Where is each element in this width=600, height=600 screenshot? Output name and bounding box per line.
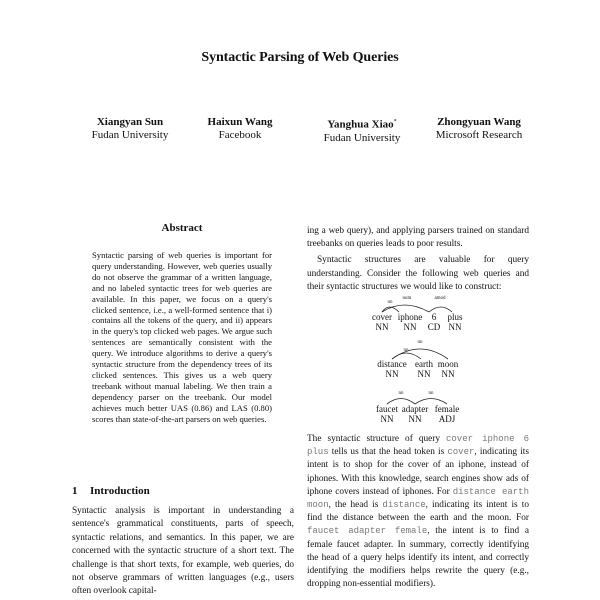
pos-tag: NN [385, 369, 399, 379]
token: earth [415, 359, 433, 369]
token: distance [377, 359, 407, 369]
pos-tag: CD [427, 322, 441, 332]
dependency-arc [382, 305, 429, 312]
query-cover-iphone: cover iphone 6 plus [307, 434, 529, 458]
pos-tag: NN [408, 414, 422, 424]
right-column-bottom [307, 433, 529, 591]
introduction-text: Syntactic analysis is important in understanding a sentence's grammatical constituents, parts of speech, syntactic relations, and semantics. In this paper, we are concerned with the syntactic structure of a short text. The challenge is that short texts, for example, web queries, do not observe grammars of written languages (e.g., users often overlook capital- [72, 506, 294, 597]
author-name: Xiangyan Sun [96, 116, 164, 128]
section-number: 1 [72, 485, 78, 497]
dependency-tree-3 [373, 385, 468, 423]
arc-label: num [402, 296, 412, 301]
pos-tag: NN [448, 322, 462, 332]
abstract-text: Syntactic parsing of web queries is important for query understanding. However, web queries usually do not observe the grammar of a written language, and no labeled syntactic trees for web queries are available. In this paper, we focus on a query's clicked sentence, i.e., a well-formed sentence that i) contains all the tokens of the query, and ii) appears in the query's top clicked web pages. We argue such sentences are semantically consistent with the query. We introduce algorithms to derive a query's syntactic structure from the dependency trees of its clicked sentences. This gives us a web query treebank without manual labeling. We then train a dependency parser on the treebank. Our model achieves much better UAS (0.86) and LAS (0.80) scores than state-of-the-art parsers on web queries. [92, 250, 272, 424]
query-distance-earth-moon: distance earth moon [307, 486, 529, 511]
introduction-body [72, 505, 294, 599]
author-affiliation: Fudan University [91, 129, 169, 141]
section-heading [72, 485, 150, 497]
author-mark: * [393, 119, 397, 125]
pos-tag: NN [375, 322, 389, 332]
token: 6 [431, 312, 437, 322]
paragraph: Syntactic structures are valuable for query understanding. Consider the following web queries and their syntactic structures we would like to construct: [307, 255, 529, 292]
author-2 [170, 116, 310, 142]
author-name: Zhongyuan Wang [437, 116, 521, 128]
section-title: Introduction [90, 485, 150, 497]
query-faucet-adapter-female: faucet adapter female [307, 526, 428, 537]
token-distance: distance [382, 500, 426, 511]
author-affiliation: Facebook [218, 129, 262, 141]
token: iphone [397, 312, 423, 322]
author-name: Haixun Wang [207, 116, 273, 128]
token: cover [372, 312, 392, 322]
pos-tag: NN [417, 369, 431, 379]
dependency-tree-2 [376, 339, 466, 379]
author-affiliation: Microsoft Research [435, 129, 523, 141]
arc-label: nn [428, 391, 434, 396]
dependency-tree-1 [368, 294, 468, 332]
pos-tag: NN [403, 322, 417, 332]
token: adapter [401, 404, 429, 414]
arc-label: nn [403, 348, 409, 353]
author-4 [409, 116, 549, 142]
right-column-top [307, 225, 529, 294]
token: moon [437, 359, 459, 369]
arc-label: amod [434, 296, 446, 301]
token: plus [447, 312, 463, 322]
arc-label: nn [387, 300, 393, 305]
pos-tag: NN [380, 414, 394, 424]
abstract-body [92, 250, 272, 425]
author-affiliation: Fudan University [323, 131, 401, 144]
token: female [434, 404, 460, 414]
pos-tag: ADJ [438, 414, 456, 424]
paragraph: The syntactic structure of query cover iphone 6 plus tells us that the head token is cover, indicating its intent is to shop for the cover of an iphone, instead of iphones. With this knowledge, search engines show ads of iphone covers instead of iphones. For distance earth moon, the head is distance, indicating its intent is to find the distance between the earth and the moon. For faucet adapter female, the intent is to find a female faucet adapter. In summary, correctly identifying the head of a query helps identify its intent, and correctly identifying the modifiers helps rewrite the query (e.g., dropping non-essential modifiers). [307, 434, 530, 590]
abstract-heading: Abstract [161, 222, 203, 234]
paragraph: ing a web query), and applying parsers trained on standard treebanks on queries leads to poor results. [307, 226, 529, 250]
author-name: Yanghua Xiao* [327, 118, 397, 131]
token: faucet [376, 404, 398, 414]
pos-tag: NN [441, 369, 455, 379]
paper-title: Syntactic Parsing of Web Queries [201, 50, 399, 65]
arc-label: nn [417, 340, 423, 345]
token-cover: cover [447, 447, 475, 458]
dependency-arc [392, 349, 448, 359]
arc-label: nn [398, 391, 404, 396]
